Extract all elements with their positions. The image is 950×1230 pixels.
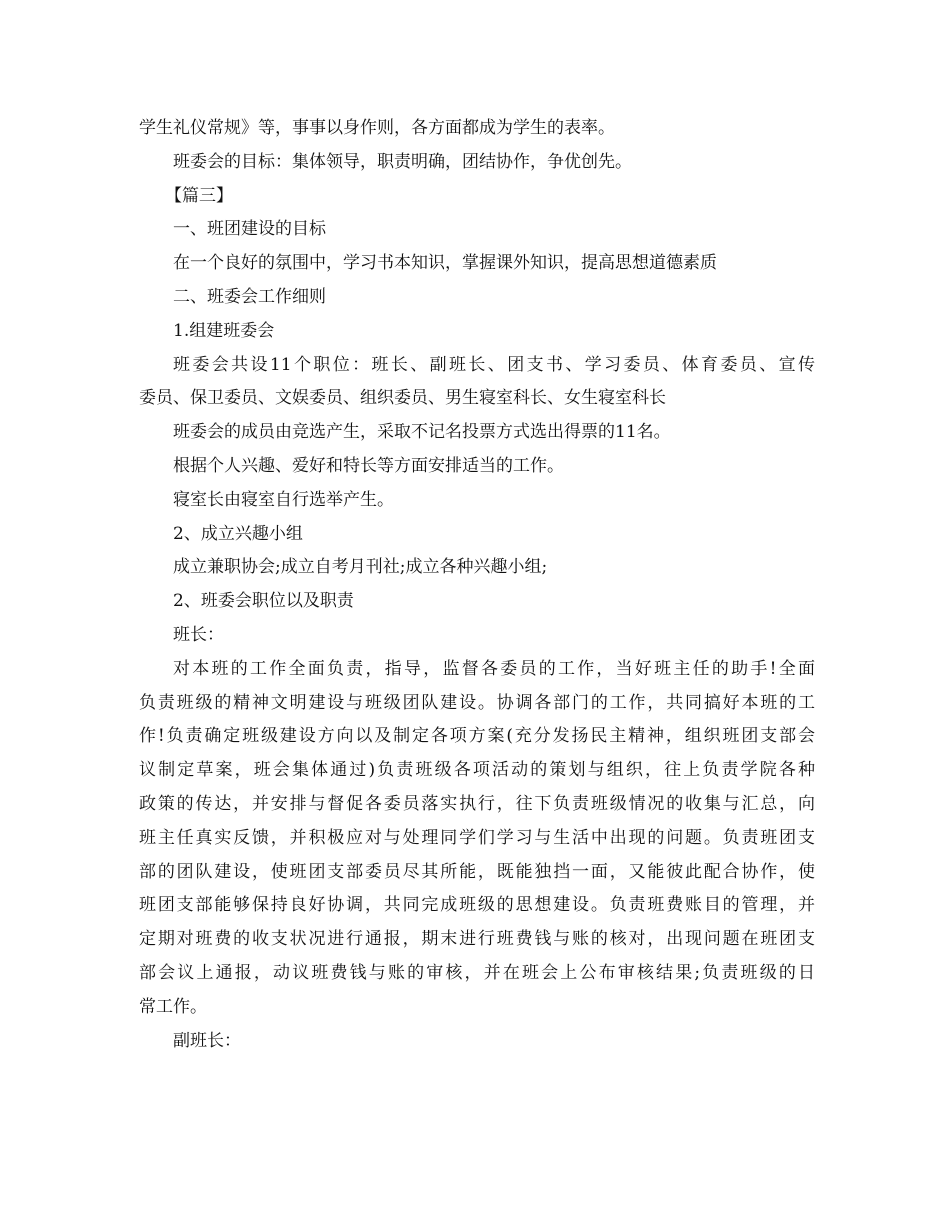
section-heading: 一、班团建设的目标 [173,219,326,240]
paragraph-line: 负责班级的精神文明建设与班级团队建设。协调各部门的工作，共同搞好本班的工 [139,692,815,713]
paragraph-line: 政策的传达，并安排与督促各委员落实执行，往下负责班级情况的收集与汇总，向 [139,793,815,814]
paragraph-line: 班团支部能够保持良好协调，共同完成班级的思想建设。负责班费账目的管理，并 [139,895,815,916]
paragraph-line: 对本班的工作全面负责，指导，监督各委员的工作，当好班主任的助手!全面 [173,658,815,679]
paragraph-line: 常工作。 [139,996,207,1017]
paragraph-line: 成立兼职协会;成立自考月刊社;成立各种兴趣小组; [173,557,548,578]
paragraph-line: 学生礼仪常规》等，事事以身作则，各方面都成为学生的表率。 [139,118,615,138]
paragraph-line: 寝室长由寝室自行选举产生。 [173,489,394,510]
section-heading: 【篇三】 [165,185,233,206]
document-body [139,112,815,1058]
paragraph-line: 根据个人兴趣、爱好和特长等方面安排适当的工作。 [173,455,564,476]
paragraph-line: 班委会的目标：集体领导，职责明确，团结协作，争优创先。 [173,151,632,172]
role-heading: 副班长： [173,1030,241,1051]
paragraph-line: 作!负责确定班级建设方向以及制定各项方案(充分发扬民主精神，组织班团支部会 [139,726,815,747]
paragraph-line: 委员、保卫委员、文娱委员、组织委员、男生寝室科长、女生寝室科长 [139,388,666,409]
section-heading: 二、班委会工作细则 [173,286,326,307]
subsection-heading: 1.组建班委会 [173,320,275,341]
paragraph-line: 班主任真实反馈，并积极应对与处理同学们学习与生活中出现的问题。负责班团支 [139,827,815,848]
paragraph-line: 班委会的成员由竞选产生，采取不记名投票方式选出得票的11名。 [173,422,671,443]
paragraph-line: 部会议上通报，动议班费钱与账的审核，并在班会上公布审核结果;负责班级的日 [139,962,815,983]
subsection-heading: 2、成立兴趣小组 [173,523,303,544]
paragraph-line: 班委会共设11个职位：班长、副班长、团支书、学习委员、体育委员、宣传 [173,354,815,375]
paragraph-line: 部的团队建设，使班团支部委员尽其所能，既能独挡一面，又能彼此配合协作，使 [139,861,815,882]
subsection-heading: 2、班委会职位以及职责 [173,591,354,612]
paragraph-line: 在一个良好的氛围中，学习书本知识，掌握课外知识，提高思想道德素质 [173,253,717,274]
paragraph-line: 议制定草案，班会集体通过)负责班级各项活动的策划与组织，往上负责学院各种 [139,760,815,781]
paragraph-line: 定期对班费的收支状况进行通报，期末进行班费钱与账的核对，出现问题在班团支 [139,929,815,950]
role-heading: 班长： [173,624,224,645]
